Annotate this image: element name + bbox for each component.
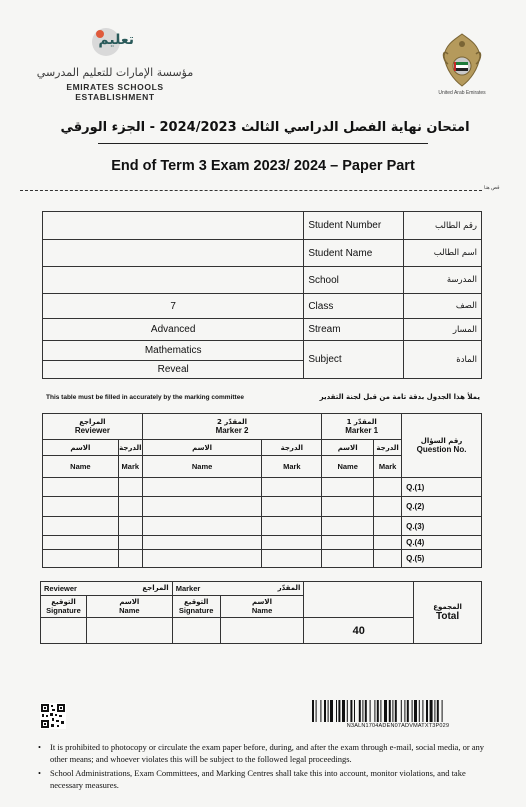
qr-code-icon xyxy=(40,703,66,729)
org-name-en: EMIRATES SCHOOLS ESTABLISHMENT xyxy=(66,82,164,102)
marker-name-cell[interactable] xyxy=(220,618,304,644)
marker1-name-en: Name xyxy=(322,456,374,478)
class-value[interactable]: 7 xyxy=(43,294,304,319)
stream-label: Stream xyxy=(304,319,404,341)
marker2-mark-en: Mark xyxy=(262,456,322,478)
table-row xyxy=(43,478,482,497)
student-number-value[interactable] xyxy=(43,212,304,240)
reviewer-name-ar: الاسم xyxy=(43,440,119,456)
marker-signature-label: التوقيع Signature xyxy=(172,596,220,618)
reviewer-mark-ar: الدرجة xyxy=(118,440,142,456)
marker2-name-ar: الاسم xyxy=(142,440,262,456)
stream-label-ar: المسار xyxy=(404,319,482,341)
barcode-icon xyxy=(312,700,484,722)
student-info-table xyxy=(42,211,482,379)
subject-value[interactable]: Mathematics xyxy=(43,341,304,361)
class-label-ar: الصف xyxy=(404,294,482,319)
marker2-mark-ar: الدرجة xyxy=(262,440,322,456)
marker1-mark-en: Mark xyxy=(374,456,402,478)
reviewer-name-cell[interactable] xyxy=(86,618,172,644)
marking-note-en: This table must be filled in accurately by the marking committee xyxy=(46,394,244,401)
svg-text:تعليم: تعليم xyxy=(98,32,134,48)
reviewer-mark-en: Mark xyxy=(118,456,142,478)
title-divider xyxy=(98,143,428,144)
marker-signature-cell[interactable] xyxy=(172,618,220,644)
barcode-number: N3ALN1704ADEN07ADVMATXT3P029 xyxy=(346,723,450,729)
exam-rules-list xyxy=(36,742,488,794)
marker1-header: المقدّر 1 Marker 1 xyxy=(322,414,402,440)
reviewer-total-header: Reviewer المراجع xyxy=(41,582,173,596)
exam-title-ar: امتحان نهاية الفصل الدراسي الثالث 2024/2023 - الجزء الورقي xyxy=(60,120,470,135)
student-number-label: Student Number xyxy=(304,212,404,240)
list-item: • It is prohibited to photocopy or circulate the exam paper before, during, and after the exam through e-mail, social media, or any other means; and whoever violates this will be subject to the followed legal proceedings. xyxy=(36,742,488,765)
cut-label: قص هنا xyxy=(484,185,500,191)
school-label-ar: المدرسة xyxy=(404,267,482,294)
question-label: Q.(1) xyxy=(402,478,482,497)
esa-logo xyxy=(30,22,200,102)
list-item: • School Administrations, Exam Committees, and Marking Centres shall take this into account, monitor violations, and take necessary measures. xyxy=(36,768,488,791)
table-row xyxy=(43,536,482,550)
stream-value[interactable]: Advanced xyxy=(43,319,304,341)
subject-variant-value[interactable]: Reveal xyxy=(43,361,304,379)
school-value[interactable] xyxy=(43,267,304,294)
subject-label: Subject xyxy=(304,341,404,379)
uae-emblem-icon xyxy=(440,30,484,90)
esa-logo-mark xyxy=(90,22,140,66)
table-row xyxy=(43,550,482,568)
student-name-label-ar: اسم الطالب xyxy=(404,240,482,267)
reviewer-name-en: Name xyxy=(43,456,119,478)
emblem-caption: United Arab Emirates xyxy=(438,90,486,96)
marker-name-label: الاسم Name xyxy=(220,596,304,618)
question-no-header: رقم السؤال Question No. xyxy=(402,414,482,478)
student-name-value[interactable] xyxy=(43,240,304,267)
table-row xyxy=(43,517,482,536)
student-number-label-ar: رقم الطالب xyxy=(404,212,482,240)
total-table xyxy=(40,581,482,644)
marker1-mark-ar: الدرجة xyxy=(374,440,402,456)
cut-line xyxy=(20,190,482,191)
marker-total-header: Marker المقدّر xyxy=(172,582,304,596)
marker2-name-en: Name xyxy=(142,456,262,478)
marking-note-ar: يملأ هذا الجدول بدقة تامة من قبل لجنة التقدير xyxy=(319,393,480,401)
reviewer-signature-cell[interactable] xyxy=(41,618,87,644)
question-label: Q.(4) xyxy=(402,536,482,550)
reviewer-name-label: الاسم Name xyxy=(86,596,172,618)
total-score-area[interactable] xyxy=(304,582,414,618)
marks-table xyxy=(42,413,482,568)
reviewer-header: المراجع Reviewer xyxy=(43,414,143,440)
org-name-ar: مؤسسة الإمارات للتعليم المدرسي xyxy=(36,66,194,79)
question-label: Q.(2) xyxy=(402,497,482,517)
table-row xyxy=(43,497,482,517)
exam-title-en: End of Term 3 Exam 2023/ 2024 – Paper Part xyxy=(111,158,415,174)
total-label: المجموع Total xyxy=(414,582,482,644)
school-label: School xyxy=(304,267,404,294)
total-max-score: 40 xyxy=(304,618,414,644)
subject-label-ar: المادة xyxy=(404,341,482,379)
reviewer-signature-label: التوقيع Signature xyxy=(41,596,87,618)
question-label: Q.(5) xyxy=(402,550,482,568)
student-name-label: Student Name xyxy=(304,240,404,267)
marker2-header: المقدّر 2 Marker 2 xyxy=(142,414,321,440)
class-label: Class xyxy=(304,294,404,319)
question-label: Q.(3) xyxy=(402,517,482,536)
marker1-name-ar: الاسم xyxy=(322,440,374,456)
